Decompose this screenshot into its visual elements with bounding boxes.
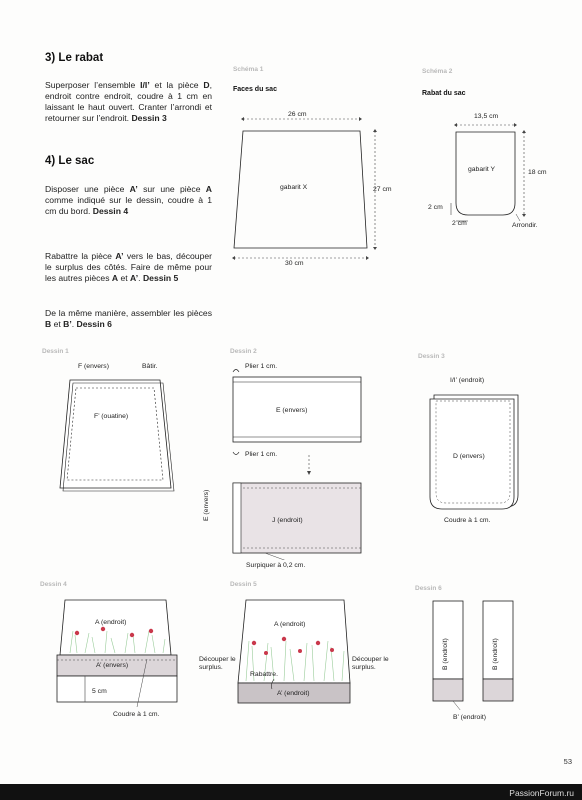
- heading-le-sac: 4) Le sac: [45, 155, 95, 167]
- dessin5-decouper-right: Découper le surplus.: [352, 656, 389, 671]
- dessin3-inner-label: D (envers): [453, 453, 485, 460]
- text-run: D: [203, 80, 210, 90]
- dessin1-diagram: [50, 370, 185, 500]
- paragraph-sac-3: [45, 308, 212, 330]
- dessin4-tag: Dessin 4: [40, 581, 67, 588]
- schema2-tag: Schéma 2: [422, 68, 453, 75]
- schema1-tag: Schéma 1: [233, 66, 264, 73]
- paragraph-sac-1: [45, 184, 212, 217]
- text-run: Disposer une pièce: [45, 184, 130, 194]
- heading-le-rabat: 3) Le rabat: [45, 52, 104, 64]
- dessin1-ouatine-label: F’ (ouatine): [94, 413, 129, 420]
- text-run: Dessin 4: [92, 206, 129, 216]
- text-run: sur une pièce: [137, 184, 206, 194]
- dessin6-diagram: [425, 595, 525, 710]
- text-run: vers le bas, découper le surplus des côtés. Faire de même pour les autres pièces: [45, 251, 212, 283]
- text-run: De la même manière, assembler les pièces: [45, 308, 212, 318]
- dessin6-tag: Dessin 6: [415, 585, 442, 592]
- dessin1-batir-label: Bâtir.: [142, 363, 158, 370]
- dessin2-envers-label: E (envers): [276, 407, 308, 414]
- dessin3-tag: Dessin 3: [418, 353, 445, 360]
- dessin5-rabattre-label: Rabattre.: [250, 671, 278, 678]
- text-run: Dessin 3: [131, 113, 167, 123]
- dessin2-plier-top: Plier 1 cm.: [245, 363, 278, 370]
- dessin2-diagram: [225, 360, 370, 560]
- schema2-diagram: [440, 118, 535, 228]
- text-run: , endroit contre endroit, coudre à 1 cm en laissant le haut ouvert. Cranter l’arrondi et retourner sur l’endroit.: [45, 80, 212, 123]
- text-run: I/I’: [140, 80, 150, 90]
- dessin4-coudre-label: Coudre à 1 cm.: [113, 711, 160, 718]
- text-run: A: [205, 184, 212, 194]
- text-run: A’: [115, 251, 124, 261]
- text-run: .: [138, 273, 143, 283]
- dessin4-dimension: 5 cm: [92, 688, 107, 695]
- dessin5-decouper-left: Découper le surplus.: [199, 656, 236, 671]
- text-run: A’: [130, 273, 139, 283]
- page-number: 53: [563, 757, 572, 766]
- schema2-top-dimension: 13,5 cm: [474, 113, 499, 120]
- dessin1-envers-label: F (envers): [78, 363, 109, 370]
- schema1-gabarit-label: gabarit X: [280, 184, 308, 191]
- text-run: et: [118, 273, 131, 283]
- paragraph-sac-2: [45, 251, 212, 284]
- dessin2-plier-bottom: Plier 1 cm.: [245, 451, 278, 458]
- text-run: comme indiqué sur le dessin, coudre à 1 cm du bord.: [45, 195, 212, 216]
- schema1-top-dimension: 26 cm: [288, 111, 307, 118]
- dessin2-tag: Dessin 2: [230, 348, 257, 355]
- dessin6-b-prime-label: B’ (endroit): [453, 714, 486, 721]
- dessin6-b1-label: B (endroit): [442, 638, 449, 670]
- schema2-title: Rabat du sac: [422, 90, 466, 97]
- schema1-diagram: [225, 105, 390, 275]
- dessin2-j-label: J (endroit): [272, 517, 303, 524]
- dessin1-tag: Dessin 1: [42, 348, 69, 355]
- schema1-side-dimension: 27 cm: [373, 186, 392, 193]
- schema2-side-dimension: 18 cm: [528, 169, 547, 176]
- dessin3-coudre-label: Coudre à 1 cm.: [444, 517, 491, 524]
- paragraph-rabat: [45, 80, 212, 124]
- dessin2-side-label: E (envers): [203, 489, 210, 521]
- dessin4-a-label: A (endroit): [95, 619, 127, 626]
- dessin6-b2-label: B (endroit): [492, 638, 499, 670]
- text-run: et la pièce: [149, 80, 204, 90]
- schema2-corner-vertical: 2 cm: [428, 204, 443, 211]
- schema2-gabarit-label: gabarit Y: [468, 166, 496, 173]
- dessin3-top-label: I/I’ (endroit): [450, 377, 485, 384]
- text-run: A: [111, 273, 119, 283]
- dessin4-a-prime-label: A’ (envers): [96, 662, 129, 669]
- text-run: .: [71, 319, 77, 329]
- dessin2-surpiquer-label: Surpiquer à 0,2 cm.: [246, 562, 306, 569]
- text-run: B: [45, 319, 52, 329]
- text-run: A’: [129, 184, 138, 194]
- schema1-bottom-dimension: 30 cm: [285, 260, 304, 267]
- dessin5-a-label: A (endroit): [274, 621, 306, 628]
- dessin5-tag: Dessin 5: [230, 581, 257, 588]
- text-run: et: [51, 319, 64, 329]
- text-run: Dessin 6: [76, 319, 112, 329]
- schema2-corner-horizontal: 2 cm: [452, 220, 467, 227]
- watermark: PassionForum.ru: [509, 788, 574, 798]
- schema1-title: Faces du sac: [233, 86, 277, 93]
- text-run: Superposer l’ensemble: [45, 80, 141, 90]
- schema2-corner-note: Arrondir.: [512, 222, 538, 229]
- text-run: Rabattre la pièce: [45, 251, 116, 261]
- dessin3-diagram: [420, 385, 530, 515]
- dessin5-a-prime-label: A’ (endroit): [277, 690, 310, 697]
- text-run: B’: [63, 319, 72, 329]
- footer-bar: [0, 784, 582, 800]
- dessin4-diagram: [55, 595, 180, 710]
- text-run: Dessin 5: [142, 273, 179, 283]
